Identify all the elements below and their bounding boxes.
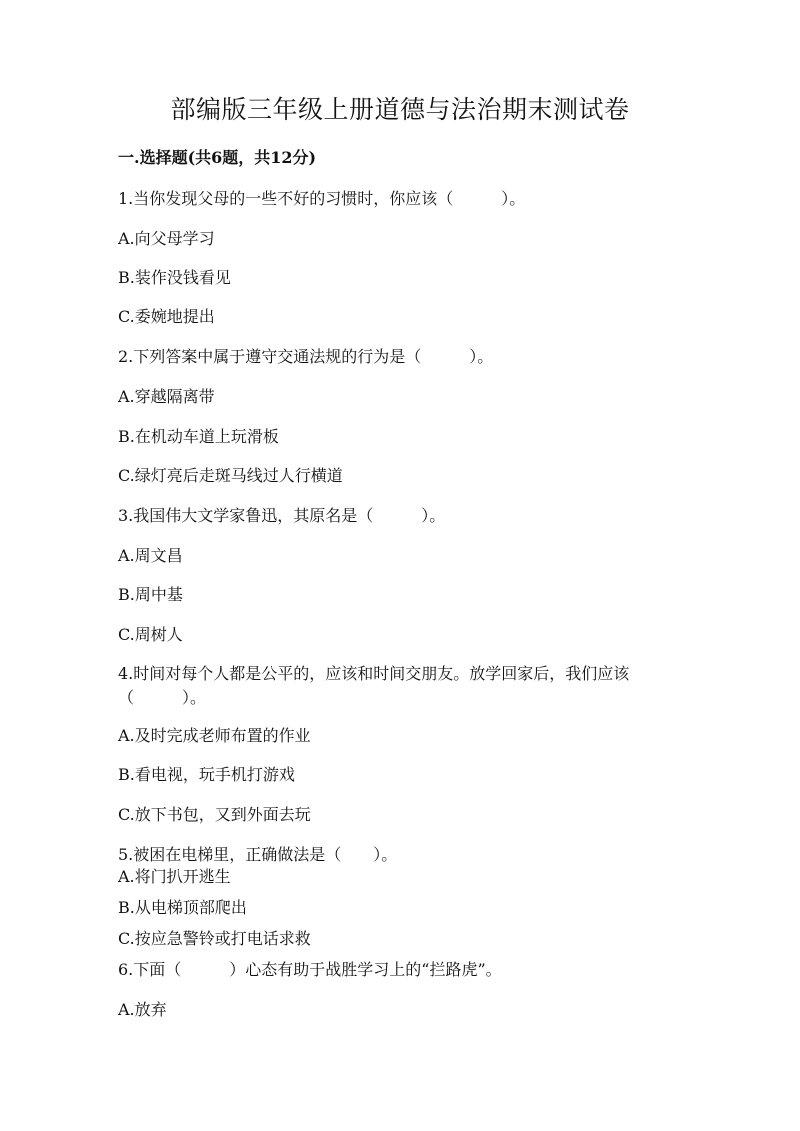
question-3-option-a: A.周文昌 <box>118 546 183 565</box>
question-6-stem: 6.下面（ ）心态有助于战胜学习上的“拦路虎”。 <box>118 960 502 979</box>
question-1-option-a: A.向父母学习 <box>118 229 215 248</box>
question-5-option-c: C.按应急警铃或打电话求救 <box>118 929 311 948</box>
question-4-option-a: A.及时完成老师布置的作业 <box>118 726 311 745</box>
page-title: 部编版三年级上册道德与法治期末测试卷 <box>170 95 630 124</box>
question-1-option-b: B.装作没钱看见 <box>118 268 231 287</box>
question-3-stem: 3.我国伟大文学家鲁迅，其原名是（ ）。 <box>118 506 446 525</box>
question-2-option-a: A.穿越隔离带 <box>118 387 215 406</box>
question-5-stem: 5.被困在电梯里，正确做法是（ ）。 <box>118 845 398 864</box>
question-3-option-b: B.周中基 <box>118 585 183 604</box>
question-2-option-c: C.绿灯亮后走斑马线过人行横道 <box>118 466 343 485</box>
question-4-option-c: C.放下书包，又到外面去玩 <box>118 805 311 824</box>
question-2-option-b: B.在机动车道上玩滑板 <box>118 427 279 446</box>
question-1-option-c: C.委婉地提出 <box>118 307 215 326</box>
question-5-option-b: B.从电梯顶部爬出 <box>118 898 247 917</box>
section-heading: 一.选择题(共6题，共12分) <box>118 148 317 167</box>
question-3-option-c: C.周树人 <box>118 625 183 644</box>
question-5-option-a: A.将门扒开逃生 <box>118 867 231 886</box>
question-4-option-b: B.看电视，玩手机打游戏 <box>118 765 295 784</box>
question-1-stem: 1.当你发现父母的一些不好的习惯时，你应该（ ）。 <box>118 189 526 208</box>
question-4-stem: 4.时间对每个人都是公平的，应该和时间交朋友。放学回家后，我们应该（ ）。 <box>118 664 630 707</box>
question-6-option-a: A.放弃 <box>118 1000 167 1019</box>
question-2-stem: 2.下列答案中属于遵守交通法规的行为是（ ）。 <box>118 347 494 366</box>
